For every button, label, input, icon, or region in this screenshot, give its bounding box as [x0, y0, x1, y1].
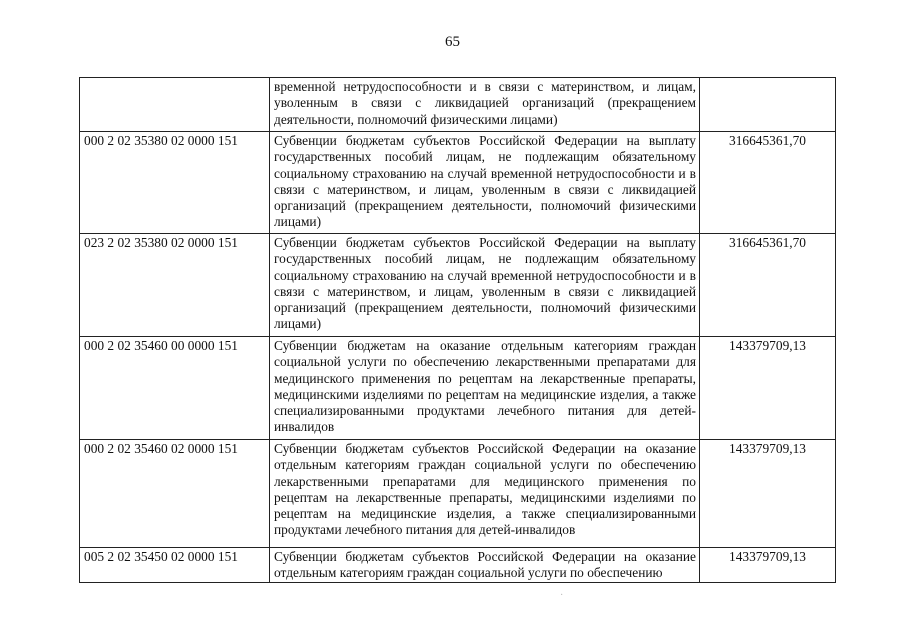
revenue-name: Субвенции бюджетам субъектов Российской Федерации на выплату государственных пособий лицам, не подлежащим обязательному социальному страхованию на случай временной нетрудоспособности и в связи с материнством, и лицам, уволенным в связи с ликвидацией организаций (прекращением деятельности, полномочий физическими лицами) [270, 234, 700, 337]
classification-code: 023 2 02 35380 02 0000 151 [80, 234, 270, 337]
budget-table [79, 77, 836, 583]
amount: 143379709,13 [700, 440, 836, 548]
amount: 143379709,13 [700, 337, 836, 440]
amount: 143379709,13 [700, 548, 836, 583]
amount [700, 78, 836, 132]
table-row [80, 337, 836, 440]
page-number: 65 [445, 34, 460, 50]
revenue-name: Субвенции бюджетам субъектов Российской Федерации на оказание отдельным категориям граждан социальной услуги по обеспечению лекарственными препаратами для медицинского применения по рецептам на лекарственные препараты, медицинскими изделиями по рецептам на медицинские изделия, а также специализированными продуктами лечебного питания для детей-инвалидов [270, 440, 700, 548]
scan-artifact: · [560, 590, 564, 601]
classification-code: 005 2 02 35450 02 0000 151 [80, 548, 270, 583]
revenue-name: временной нетрудоспособности и в связи с материнством, и лицам, уволенным в связи с ликвидацией организаций (прекращением деятельности, полномочий физическими лицами) [270, 78, 700, 132]
table-row [80, 78, 836, 132]
revenue-name: Субвенции бюджетам на оказание отдельным категориям граждан социальной услуги по обеспечению лекарственными препаратами для медицинского применения по рецептам на лекарственные препараты, медицинскими изделиями по рецептам на медицинские изделия, а также специализированными продуктами лечебного питания для детей-инвалидов [270, 337, 700, 440]
amount: 316645361,70 [700, 234, 836, 337]
table-row [80, 234, 836, 337]
classification-code [80, 78, 270, 132]
revenue-name: Субвенции бюджетам субъектов Российской Федерации на выплату государственных пособий лицам, не подлежащим обязательному социальному страхованию на случай временной нетрудоспособности и в связи с материнством, и лицам, уволенным в связи с ликвидацией организаций (прекращением деятельности, полномочий физическими лицами) [270, 132, 700, 234]
classification-code: 000 2 02 35380 02 0000 151 [80, 132, 270, 234]
table-row [80, 132, 836, 234]
table-row [80, 440, 836, 548]
classification-code: 000 2 02 35460 00 0000 151 [80, 337, 270, 440]
revenue-name: Субвенции бюджетам субъектов Российской Федерации на оказание отдельным категориям граждан социальной услуги по обеспечению [270, 548, 700, 583]
classification-code: 000 2 02 35460 02 0000 151 [80, 440, 270, 548]
table-row [80, 548, 836, 583]
amount: 316645361,70 [700, 132, 836, 234]
